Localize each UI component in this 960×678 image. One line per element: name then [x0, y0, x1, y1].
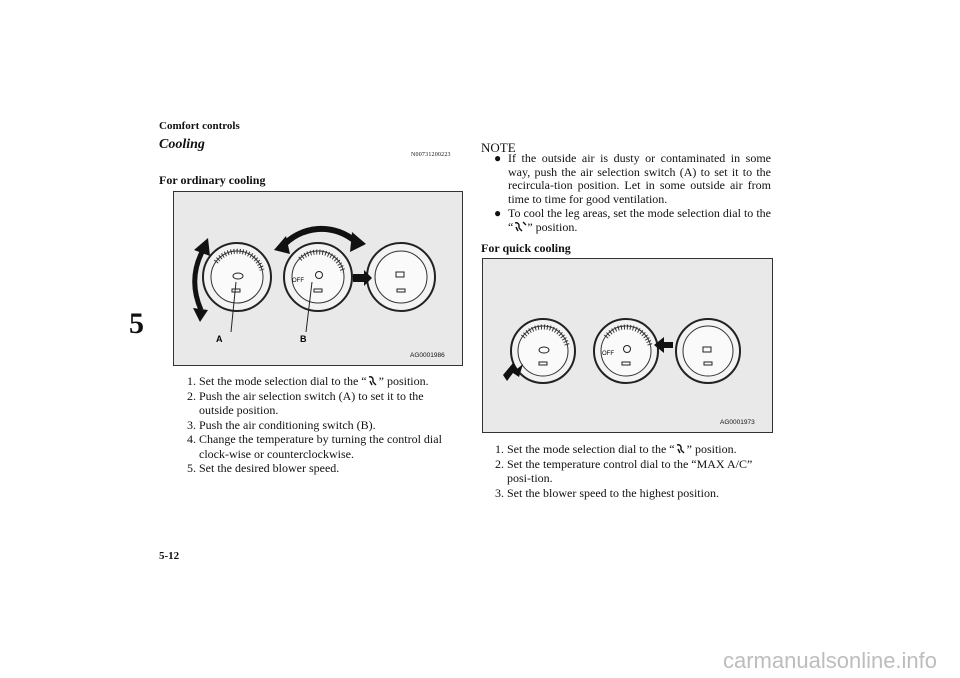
- mode-selection-dial: [367, 243, 435, 311]
- step-item: 1. Set the mode selection dial to the “ ” position.: [495, 442, 737, 456]
- section-heading: Cooling: [159, 137, 205, 152]
- mode-selection-dial: [676, 319, 740, 383]
- note-label: NOTE: [481, 140, 516, 155]
- figure-code: AG0001986: [410, 352, 445, 359]
- watermark-text: carmanualsonline.info: [723, 648, 938, 673]
- chapter-tab-number: 5: [129, 307, 144, 340]
- step-item: 1. Set the mode selection dial to the “ ” position.: [187, 374, 429, 388]
- step-item: 4. Change the temperature by turning the control dial clock-wise or counterclockwise.: [187, 432, 442, 461]
- foot-vent-icon: [367, 375, 379, 387]
- page-number: 5-12: [159, 550, 180, 562]
- step-item: 5. Set the desired blower speed.: [187, 461, 340, 475]
- control-panel-illustration-quick: [483, 259, 772, 432]
- quick-cooling-steps: [495, 442, 771, 500]
- note-item: ● If the outside air is dusty or contaminated in some way, push the air selection switch (A) to set it to the recircula-tion position. Let in some outside air from time to time for good ventilation.: [494, 151, 771, 206]
- figure-label-b: B: [300, 334, 307, 344]
- dial-off-label: OFF: [292, 278, 304, 284]
- subheading-quick-cooling: For quick cooling: [481, 241, 571, 255]
- heading-code: N00731200223: [411, 152, 451, 158]
- figure-label-a: A: [216, 334, 223, 344]
- bullet-icon: ●: [494, 151, 502, 165]
- temperature-dial: [594, 319, 658, 383]
- step-item: 2. Push the air selection switch (A) to set it to the outside position.: [187, 388, 424, 417]
- dial-off-label: OFF: [602, 351, 614, 357]
- figure-ordinary-cooling: [173, 191, 463, 366]
- section-header: Comfort controls: [159, 120, 240, 132]
- figure-quick-cooling: [482, 258, 773, 433]
- foot-vent-icon: [675, 443, 687, 455]
- air-selection-dial: [511, 319, 575, 383]
- subheading-ordinary-cooling: For ordinary cooling: [159, 173, 266, 187]
- control-panel-illustration: [174, 192, 462, 365]
- ordinary-cooling-steps: [187, 374, 461, 476]
- figure-code: AG0001973: [720, 419, 755, 426]
- temperature-dial: [284, 243, 352, 311]
- step-item: 3. Set the blower speed to the highest position.: [495, 485, 719, 500]
- foot-defrost-icon: [513, 221, 527, 233]
- note-list: [494, 152, 771, 235]
- bullet-icon: ●: [494, 206, 502, 221]
- note-item: ● To cool the leg areas, set the mode selection dial to the “ ” position.: [494, 206, 771, 234]
- air-selection-dial: [203, 243, 271, 311]
- step-item: 3. Push the air conditioning switch (B).: [187, 417, 376, 432]
- step-item: 2. Set the temperature control dial to the “MAX A/C” posi-tion.: [495, 456, 753, 485]
